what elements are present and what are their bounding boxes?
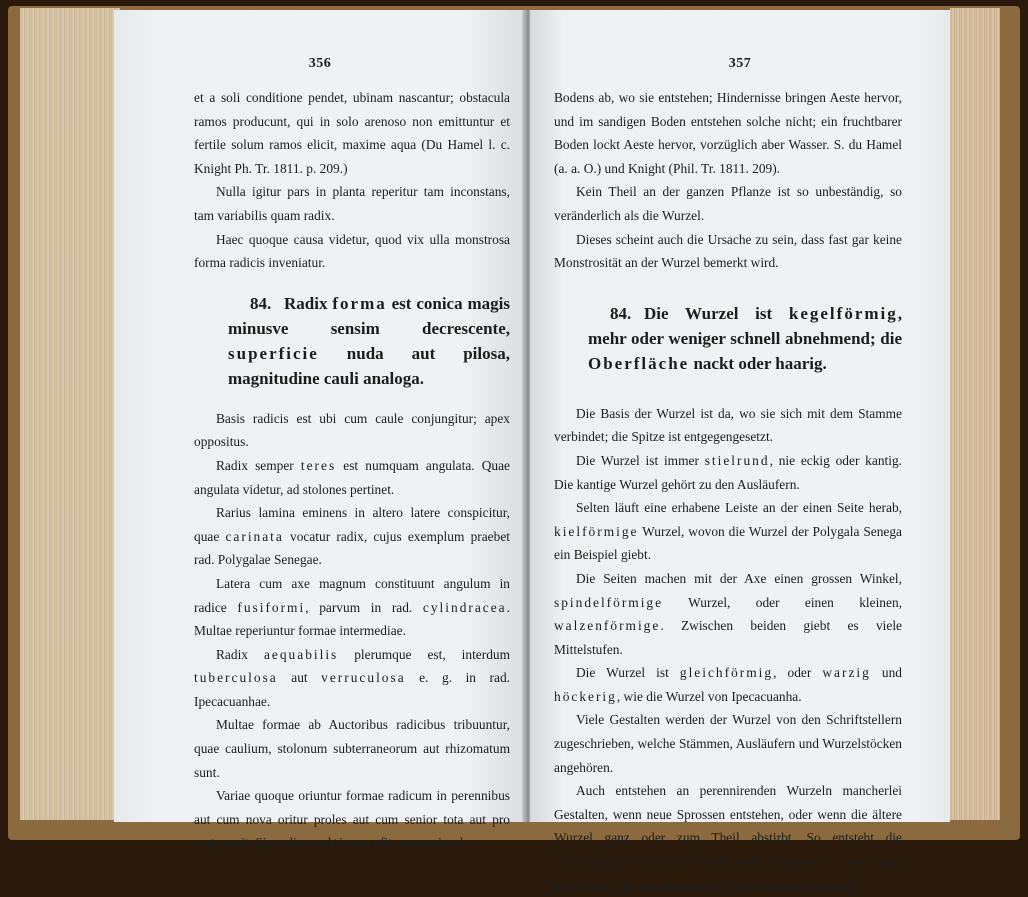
term: stielrund (704, 452, 770, 468)
right-page-edges (950, 8, 1000, 820)
paragraph: Selten läuft eine erhabene Leiste an der einen Seite herab, kielförmige Wurzel, wovon die Wurzel der Polygala Senega ein Beispiel giebt. (554, 500, 902, 563)
term: tuberculosa (194, 670, 278, 686)
term: höckerig (554, 688, 617, 704)
paragraph: Haec quoque causa videtur, quod vix ulla monstrosa forma radicis inveniatur. (194, 231, 510, 271)
paragraph: Die Basis der Wurzel ist da, wo sie sich mit dem Stamme verbindet; die Spitze ist entgegengesetzt. (554, 405, 902, 445)
term: walzenförmige (554, 618, 661, 634)
paragraph: Kein Theil an der ganzen Pflanze ist so unbeständig, so veränderlich als die Wurzel. (554, 184, 902, 223)
heading-part: Die Wurzel ist (644, 303, 789, 323)
left-page (114, 10, 526, 851)
term: aequabilis (263, 646, 339, 662)
paragraph: et a soli conditione pendet, ubinam nascantur; obstacula ramos producunt, qui in solo arenoso non emittuntur et fertile solum ramos elicit, maxime aqua (Du Hamel l. c. Knight Ph. Tr. 1811. p. 209.) (194, 90, 510, 176)
section-heading (194, 291, 510, 391)
heading-part: , mehr oder weniger schnell abnehmend; die (588, 303, 902, 348)
term: cylindracea (422, 599, 507, 615)
heading-emphasis: Oberfläche (588, 353, 690, 373)
paragraph: Variae quoque oriuntur formae radicum in perennibus aut cum nova oritur proles aut cum senior tota aut pro parte perit. Sic radix multiceps fit a gemmis ad (194, 788, 510, 851)
term: multiceps (306, 835, 377, 851)
paragraph: Latera cum axe magnum constituunt angulum in radice fusiformi, parvum in rad. cylindracea. Multae reperiuntur formae intermediae. (194, 575, 510, 639)
term: warzig (822, 665, 871, 681)
paragraph: Rarius lamina eminens in altero latere conspicitur, quae carinata vocatur radix, cujus exemplum praebet rad. Polygalae Senegae. (194, 505, 510, 568)
term: carinata (225, 528, 284, 544)
term: fusiformi (237, 599, 306, 615)
heading-part: Radix (284, 293, 333, 313)
paragraph: Die Wurzel ist gleichförmig, oder warzig und höckerig, wie die Wurzel von Ipecacuanha. (554, 665, 903, 704)
term: abgebissene (635, 877, 723, 893)
heading-emphasis: kegelförmig (788, 303, 898, 323)
section-number: 84. (610, 303, 632, 323)
paragraph: Multae formae ab Auctoribus radicibus tribuuntur, quae caulium, stolonum subterraneorum aut rhizomatum sunt. (194, 717, 510, 780)
right-page (530, 10, 950, 893)
paragraph: Viele Gestalten werden der Wurzel von den Schriftstellern zugeschrieben, welche Stämmen, Ausläufern und Wurzelstöcken angehören. (554, 712, 902, 775)
term: vielköpfige (554, 854, 637, 870)
left-page-edges (20, 8, 120, 820)
left-page-text (194, 86, 510, 855)
term: kielförmige (554, 523, 639, 539)
heading-emphasis: forma (332, 293, 387, 313)
section-number: 84. (250, 293, 272, 313)
paragraph: Basis radicis est ubi cum caule conjungitur; apex oppositus. (194, 410, 510, 450)
term: teres (300, 457, 337, 473)
paragraph: Nulla igitur pars in planta reperitur tam inconstans, tam variabilis quam radix. (194, 184, 510, 223)
heading-part: est conica magis minusve sensim decrescente, (228, 293, 510, 338)
heading-part: nackt oder haarig. (689, 353, 827, 373)
term: gleichförmig (679, 665, 774, 681)
heading-part: nuda aut pilosa, magnitudine cauli analoga. (228, 343, 510, 388)
paragraph: Auch entstehen an perennirenden Wurzeln mancherlei Gestalten, wenn neue Sprossen entstehen, oder wenn die ältere Wurzel ganz oder zum Theil abstirbt. So entsteht die vielköpfige Wurzel, wenn viele Knospen an der Basis austreiben; die abgebissene, wenn die Hauptwurzel (554, 783, 902, 893)
paragraph: Dieses scheint auch die Ursache zu sein, dass fast gar keine Monstrosität an der Wurzel bemerkt wird. (554, 231, 902, 271)
page-number-left: 356 (308, 56, 332, 71)
heading-emphasis: superficie (228, 343, 319, 363)
section-heading (554, 301, 902, 376)
page-number-right: 357 (728, 56, 752, 71)
paragraph: Bodens ab, wo sie entstehen; Hindernisse bringen Aeste hervor, und im sandigen Boden entstehen solche nicht; ein fruchtbarer Boden lockt Aeste hervor, vorzüglich aber Wasser. S. du Hamel (a. a. O.) und Knight (Phil. Tr. 1811. 209). (554, 90, 902, 176)
term: spindelförmige (554, 594, 664, 610)
term: verruculosa (321, 670, 406, 686)
right-page-text (554, 86, 902, 897)
paragraph: Radix aequabilis plerumque est, interdum tuberculosa aut verruculosa e. g. in rad. Ipecacuanhae. (194, 646, 511, 709)
paragraph: Die Seiten machen mit der Axe einen grossen Winkel, spindelförmige Wurzel, oder einen kleinen, walzenförmige. Zwischen beiden giebt es viele Mittelstufen. (554, 570, 902, 657)
paragraph: Die Wurzel ist immer stielrund, nie eckig oder kantig. Die kantige Wurzel gehört zu den Ausläufern. (554, 452, 902, 492)
paragraph: Radix semper teres est numquam angulata. Quae angulata videtur, ad stolones pertinet. (194, 457, 511, 497)
